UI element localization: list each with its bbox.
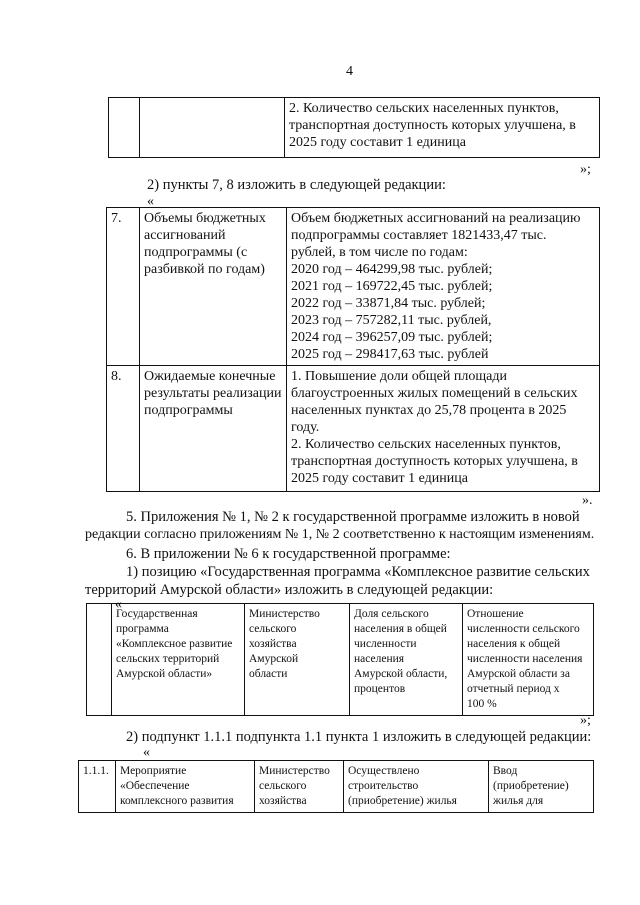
row-value xyxy=(287,208,600,366)
text-line: разбивкой по годам) xyxy=(144,262,265,277)
text-line: населенных пунктах до 25,78 процента в 2025 xyxy=(291,403,567,418)
text-line: Амурской xyxy=(249,653,299,665)
text-line: 2024 год – 396257,09 тыс. рублей; xyxy=(291,330,493,345)
page-number: 4 xyxy=(346,64,353,79)
text-line: Мероприятие xyxy=(120,765,187,777)
text-line: области xyxy=(249,668,288,680)
text-line: Амурской области» xyxy=(116,668,213,680)
text-line: численности сельского xyxy=(467,623,580,635)
text-line: процентов xyxy=(354,683,406,695)
text-line: благоустроенных жилых помещений в сельских xyxy=(291,386,578,401)
text-line: отчетный период х xyxy=(467,683,560,695)
para6-item2: 2) подпункт 1.1.1 подпункта 1.1 пункта 1 изложить в следующей редакции: xyxy=(126,729,592,745)
ministry-cell xyxy=(245,604,350,716)
indicator-cell xyxy=(489,761,594,813)
row-num: 7. xyxy=(107,208,140,366)
text-line: 2021 год – 169722,45 тыс. рублей; xyxy=(291,279,493,294)
open-quote: « xyxy=(147,194,154,209)
text-line: (приобретение) жилья xyxy=(348,795,457,807)
program-cell xyxy=(112,604,245,716)
open-quote-2: « xyxy=(115,597,122,612)
row-num: 1.1.1. xyxy=(79,761,116,813)
row-num: 8. xyxy=(107,366,140,492)
text-line: 2025 году составит 1 единица xyxy=(291,471,468,486)
formula-cell xyxy=(463,604,594,716)
text-line: строительство xyxy=(348,780,419,792)
text-line: транспортная доступность которых улучшена, в xyxy=(291,454,578,469)
text-line: Отношение xyxy=(467,608,524,620)
event-cell xyxy=(116,761,255,813)
text-line: 1. Повышение доли общей площади xyxy=(291,369,507,384)
para6: 6. В приложении № 6 к государственной программе: xyxy=(126,546,451,562)
text-line: 2. Количество сельских населенных пунктов, xyxy=(291,437,561,452)
row-label xyxy=(140,208,287,366)
open-quote-3: « xyxy=(143,745,150,760)
close-quote-program: »; xyxy=(580,713,591,728)
text-line: результаты реализации xyxy=(144,386,282,401)
text-line: подпрограммы xyxy=(144,403,233,418)
text-line: программа xyxy=(116,623,169,635)
text-line: 2020 год – 464299,98 тыс. рублей; xyxy=(291,262,493,277)
row-label xyxy=(140,366,287,492)
row-value xyxy=(287,366,600,492)
text-line: ассигнований xyxy=(144,228,226,243)
close-quote-top: »; xyxy=(580,162,591,177)
table-top-value-cell xyxy=(285,98,600,158)
text-line: Министерство xyxy=(249,608,320,620)
table-row xyxy=(107,366,600,492)
text-line: хозяйства xyxy=(259,795,307,807)
table-program xyxy=(86,603,594,716)
text-line: Доля сельского xyxy=(354,608,429,620)
text-line: 100 % xyxy=(467,698,497,710)
para5-line2: редакции согласно приложениям № 1, № 2 соответственно к настоящим изменениям. xyxy=(85,527,595,542)
text-line: численности населения xyxy=(467,653,583,665)
ministry-cell xyxy=(255,761,344,813)
para6-item1-line2: территорий Амурской области» изложить в следующей редакции: xyxy=(85,582,494,598)
text-line: 2023 год – 757282,11 тыс. рублей, xyxy=(291,313,492,328)
text-line: сельского xyxy=(259,780,307,792)
text-line: Амурской области, xyxy=(354,668,448,680)
text-line: Объемы бюджетных xyxy=(144,211,266,226)
text-line: населения xyxy=(354,653,405,665)
text-line: комплексного развития xyxy=(120,795,234,807)
text-line: 2022 год – 33871,84 тыс. рублей; xyxy=(291,296,486,311)
table-last xyxy=(78,760,594,813)
text-line: Ожидаемые конечные xyxy=(144,369,276,384)
text-line: рублей, в том числе по годам: xyxy=(291,245,468,260)
text-line: сельского xyxy=(249,623,297,635)
text-line: «Обеспечение xyxy=(120,780,190,792)
text-line: Ввод xyxy=(493,765,518,777)
text-line: Министерство xyxy=(259,765,330,777)
table-program-num-cell xyxy=(87,604,112,716)
text-line: Амурской области за xyxy=(467,668,570,680)
text-line: 2025 году составит 1 единица xyxy=(289,135,466,150)
text-line: 2025 год – 298417,63 тыс. рублей xyxy=(291,347,489,362)
text-line: населения к общей xyxy=(467,638,561,650)
text-line: Объем бюджетных ассигнований на реализацию xyxy=(291,211,581,226)
para6-item1-line1: 1) позицию «Государственная программа «Комплексное развитие сельских xyxy=(126,564,590,580)
table-row xyxy=(107,208,600,366)
text-line: сельских территорий xyxy=(116,653,220,665)
result-cell xyxy=(344,761,489,813)
text-line: Государственная xyxy=(116,608,198,620)
indicator-cell xyxy=(350,604,463,716)
text-line: году. xyxy=(291,420,320,435)
text-line: хозяйства xyxy=(249,638,297,650)
table-top xyxy=(108,97,600,158)
text-line: Осуществлено xyxy=(348,765,420,777)
text-line: подпрограммы (с xyxy=(144,245,248,260)
text-line: «Комплексное развитие xyxy=(116,638,233,650)
item2-heading: 2) пункты 7, 8 изложить в следующей редакции: xyxy=(147,177,446,193)
text-line: численности xyxy=(354,638,417,650)
table-main xyxy=(106,207,600,492)
para5-line1: 5. Приложения № 1, № 2 к государственной программе изложить в новой xyxy=(126,509,580,525)
text-line: транспортная доступность которых улучшена, в xyxy=(289,118,576,133)
text-line: 2. Количество сельских населенных пунктов, xyxy=(289,101,559,116)
text-line: подпрограммы составляет 1821433,47 тыс. xyxy=(291,228,547,243)
text-line: (приобретение) xyxy=(493,780,569,792)
table-top-num-cell xyxy=(109,98,140,158)
close-quote-main: ». xyxy=(582,493,593,508)
text-line: жилья для xyxy=(493,795,544,807)
text-line: населения в общей xyxy=(354,623,447,635)
table-top-label-cell xyxy=(140,98,285,158)
